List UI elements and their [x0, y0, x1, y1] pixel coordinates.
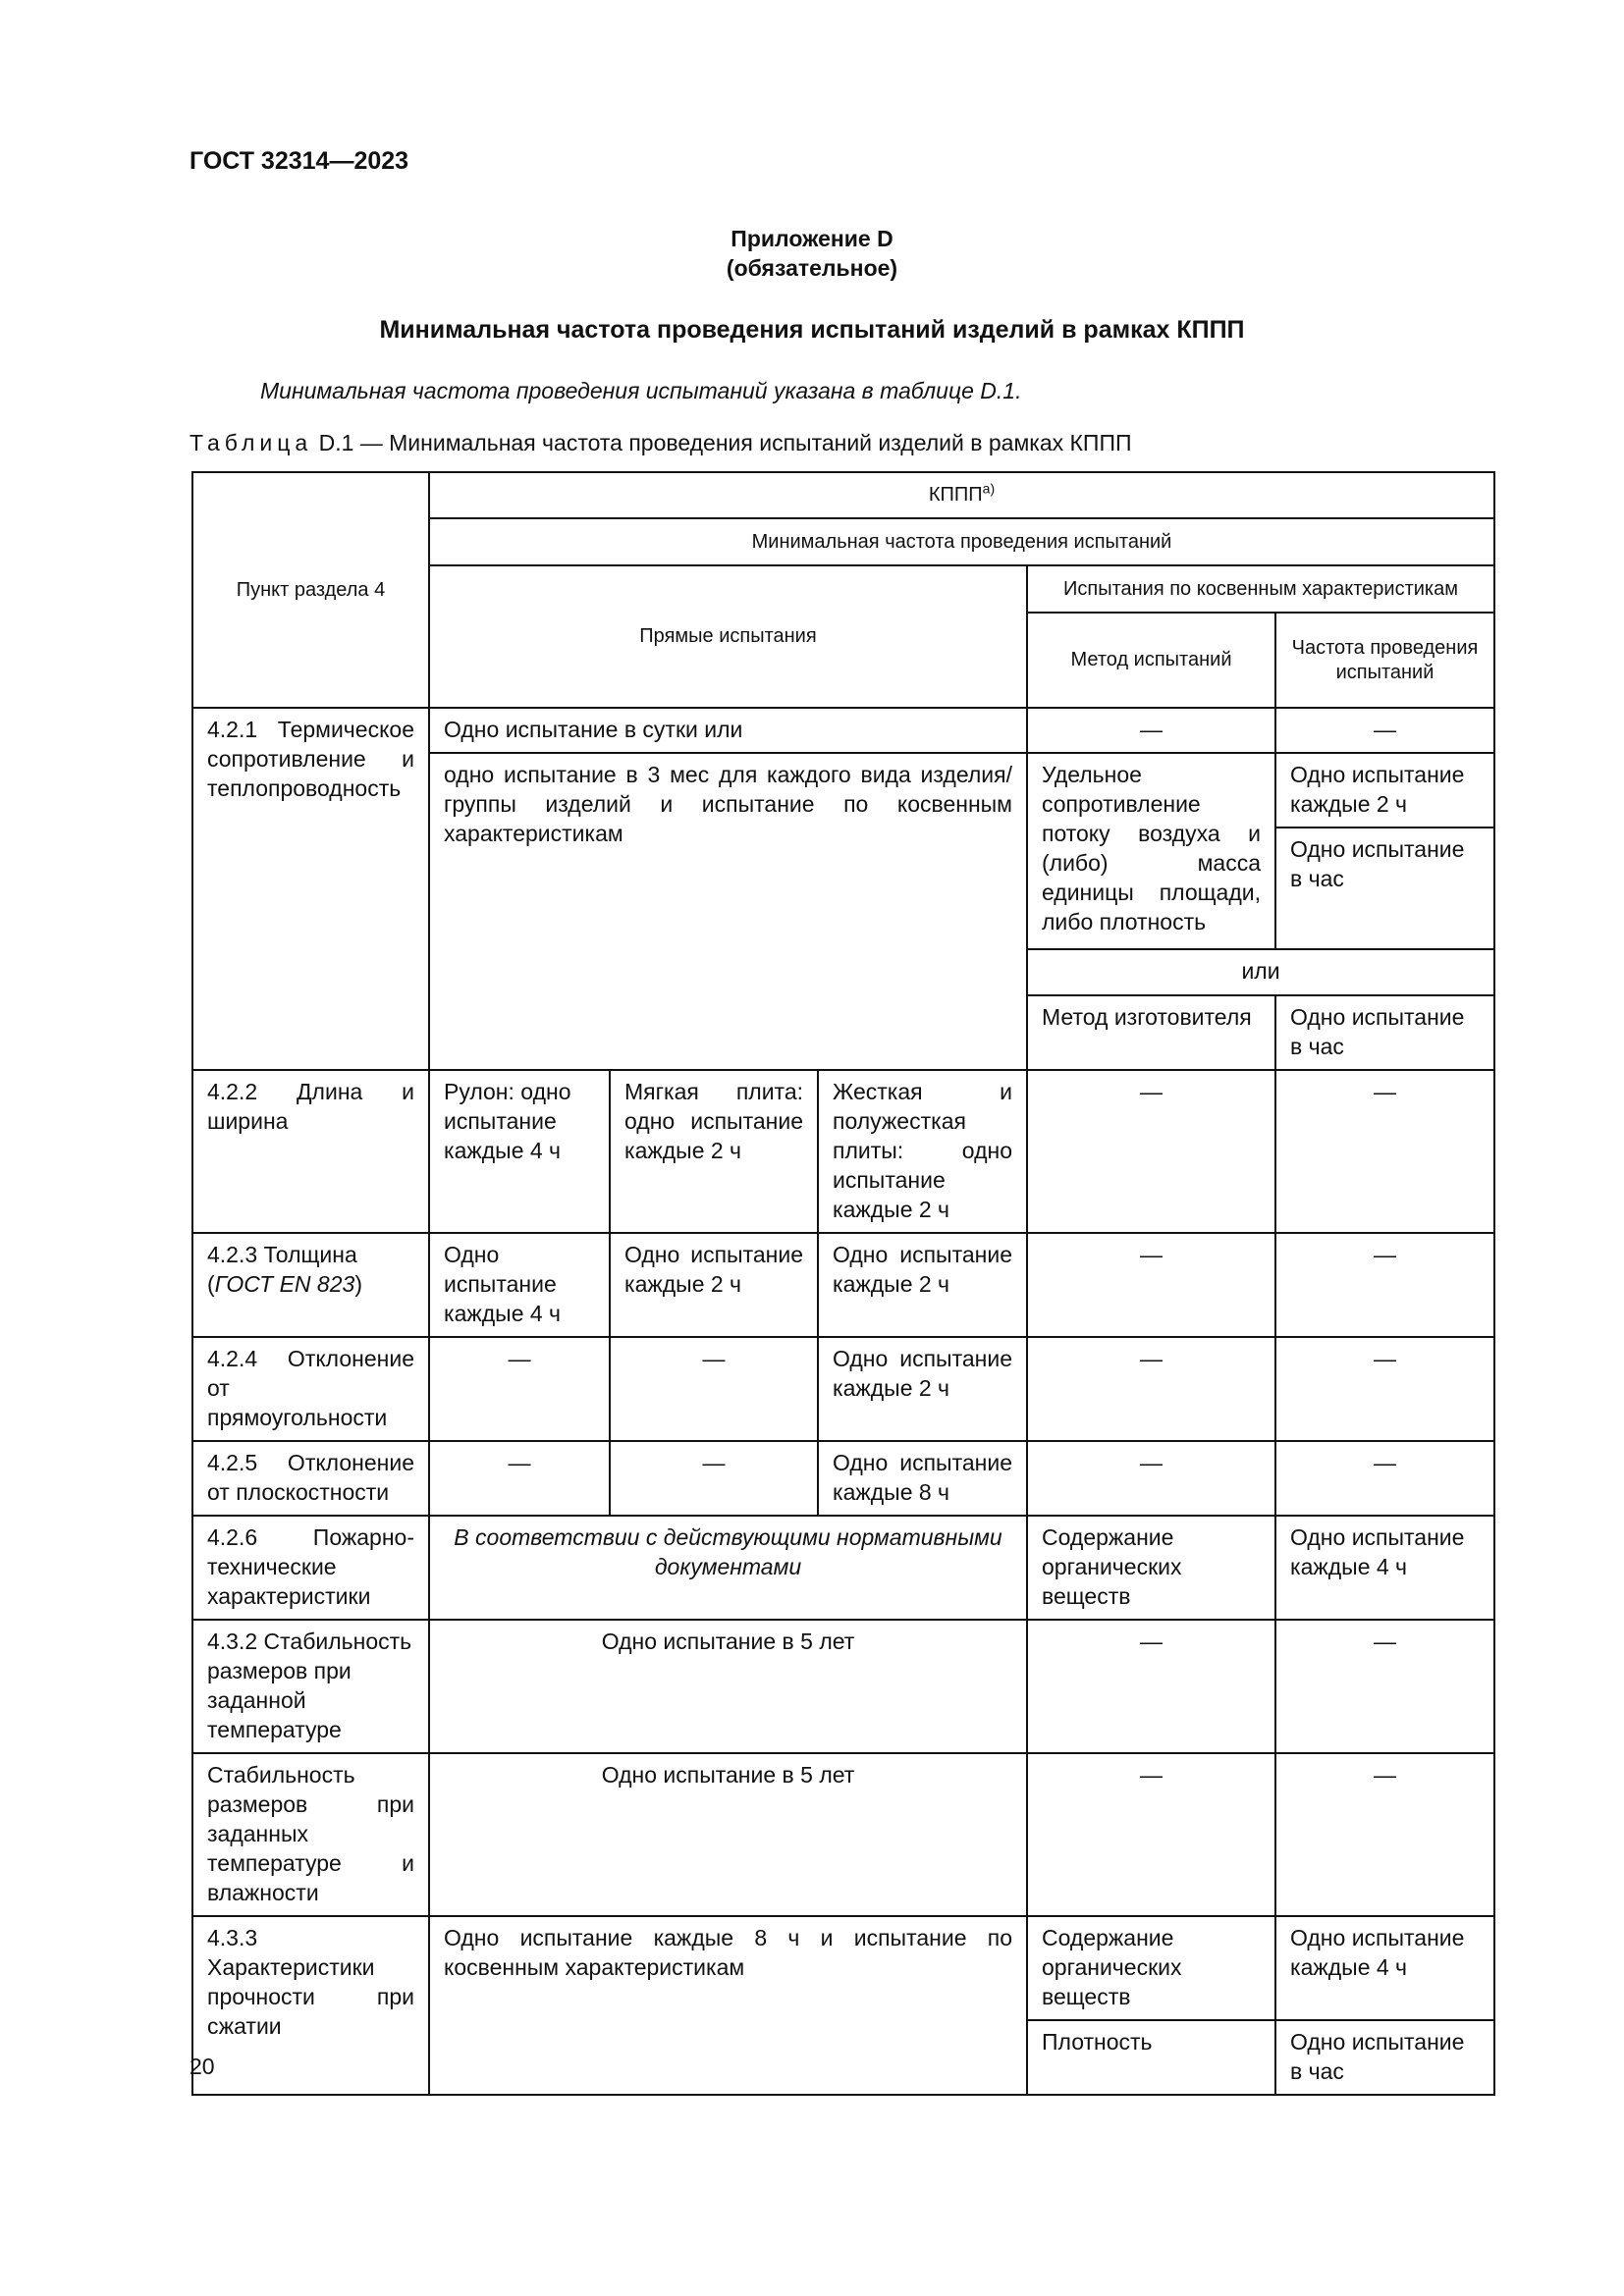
frequency-cell: —	[1275, 1070, 1494, 1233]
header-clause: Пункт раздела 4	[192, 472, 429, 708]
header-kppp-note: а)	[982, 480, 996, 497]
soft-slab-cell: —	[610, 1441, 818, 1516]
clause-cell: 4.2.4 Отклонение от прямоугольности	[192, 1337, 429, 1441]
table-caption-label: Таблица	[189, 430, 313, 455]
direct-cell: Одно испытание в 5 лет	[429, 1753, 1027, 1916]
frequency-cell: —	[1275, 708, 1494, 753]
method-cell: —	[1027, 1233, 1275, 1337]
frequency-cell: —	[1275, 1233, 1494, 1337]
roll-cell: Одно испытание каждые 4 ч	[429, 1233, 610, 1337]
rigid-slab-cell: Жесткая и полужесткая плиты: одно испытание каждые 2 ч	[818, 1070, 1027, 1233]
method-cell: Содержание органических веществ	[1027, 1516, 1275, 1620]
table-row	[192, 1620, 1494, 1753]
method-cell: —	[1027, 1070, 1275, 1233]
page-number: 20	[189, 2054, 215, 2079]
header-indirect-tests: Испытания по косвенным характеристикам	[1027, 565, 1494, 613]
rigid-slab-cell: Одно испытание каждые 2 ч	[818, 1233, 1027, 1337]
frequency-cell: Одно испытание каждые 4 ч	[1275, 1916, 1494, 2020]
intro-text: Минимальная частота проведения испытаний указана в таблице D.1.	[260, 378, 1022, 403]
frequency-cell: Одно испытание в час	[1275, 995, 1494, 1070]
method-cell: —	[1027, 1620, 1275, 1753]
annex-title: Приложение D	[731, 226, 893, 251]
method-cell: Плотность	[1027, 2020, 1275, 2095]
frequency-cell: —	[1275, 1620, 1494, 1753]
method-cell: —	[1027, 708, 1275, 753]
roll-cell: Рулон: одно испытание каждые 4 ч	[429, 1070, 610, 1233]
method-cell: —	[1027, 1753, 1275, 1916]
method-cell: Удельное сопротивление потоку воздуха и (либо) масса единицы площади, либо плотность	[1027, 753, 1275, 949]
clause-cell: 4.2.5 Отклонение от плоскостности	[192, 1441, 429, 1516]
frequency-table	[191, 471, 1495, 2096]
annex-heading	[0, 224, 1624, 283]
clause-cell: Стабильность размеров при заданных температуре и влажности	[192, 1753, 429, 1916]
method-cell: Содержание органических веществ	[1027, 1916, 1275, 2020]
roll-cell: —	[429, 1441, 610, 1516]
table-row	[192, 1441, 1494, 1516]
page-header: ГОСТ 32314—2023	[189, 147, 409, 175]
header-row	[192, 472, 1494, 518]
clause-cell: 4.2.1 Термическое сопротивление и теплопроводность	[192, 708, 429, 1070]
table-row	[192, 1337, 1494, 1441]
direct-cell: Одно испытание в 5 лет	[429, 1620, 1027, 1753]
clause-cell: 4.2.2 Длина и ширина	[192, 1070, 429, 1233]
direct-cell: одно испытание в 3 мес для каждого вида изделия/группы изделий и испытание по косвенным характеристикам	[429, 753, 1027, 1070]
frequency-cell: —	[1275, 1337, 1494, 1441]
table-row	[192, 1516, 1494, 1620]
rigid-slab-cell: Одно испытание каждые 2 ч	[818, 1337, 1027, 1441]
frequency-cell: —	[1275, 1441, 1494, 1516]
frequency-cell: Одно испытание каждые 4 ч	[1275, 1516, 1494, 1620]
table-row	[192, 708, 1494, 753]
table-caption-text: D.1 — Минимальная частота проведения испытаний изделий в рамках КППП	[312, 430, 1132, 455]
soft-slab-cell: Мягкая плита: одно испытание каждые 2 ч	[610, 1070, 818, 1233]
header-method: Метод испытаний	[1027, 613, 1275, 708]
table-caption	[189, 430, 1132, 456]
table-row	[192, 1233, 1494, 1337]
soft-slab-cell: —	[610, 1337, 818, 1441]
frequency-cell: Одно испытание в час	[1275, 2020, 1494, 2095]
clause-cell: 4.3.2 Стабильность размеров при заданной температуре	[192, 1620, 429, 1753]
clause-cell: 4.2.6 Пожарно-технические характеристики	[192, 1516, 429, 1620]
table-row	[192, 1070, 1494, 1233]
clause-cell: 4.3.3 Характеристики прочности при сжатии	[192, 1916, 429, 2095]
method-cell: —	[1027, 1337, 1275, 1441]
direct-cell: В соответствии с действующими нормативными документами	[429, 1516, 1027, 1620]
or-cell: или	[1027, 949, 1494, 995]
header-kppp-label: КППП	[928, 484, 983, 506]
table-row	[192, 1753, 1494, 1916]
clause-text-end: )	[354, 1271, 362, 1297]
frequency-cell: Одно испытание каждые 2 ч	[1275, 753, 1494, 828]
header-direct-tests: Прямые испытания	[429, 565, 1027, 708]
rigid-slab-cell: Одно испытание каждые 8 ч	[818, 1441, 1027, 1516]
clause-text: 4.2.3 Толщина (	[207, 1242, 357, 1297]
frequency-cell: Одно испытание в час	[1275, 828, 1494, 949]
clause-cell	[192, 1233, 429, 1337]
header-min-frequency: Минимальная частота проведения испытаний	[429, 518, 1494, 565]
header-frequency: Частота проведения испытаний	[1275, 613, 1494, 708]
direct-cell: Одно испытание в сутки или	[429, 708, 1027, 753]
standard-reference: ГОСТ EN 823	[214, 1271, 355, 1297]
document-title: Минимальная частота проведения испытаний изделий в рамках КППП	[379, 316, 1245, 344]
direct-cell: Одно испытание каждые 8 ч и испытание по косвенным характеристикам	[429, 1916, 1027, 2095]
method-cell: —	[1027, 1441, 1275, 1516]
roll-cell: —	[429, 1337, 610, 1441]
frequency-cell: —	[1275, 1753, 1494, 1916]
annex-status: (обязательное)	[726, 255, 898, 281]
table-row	[192, 1916, 1494, 2020]
method-cell: Метод изготовителя	[1027, 995, 1275, 1070]
soft-slab-cell: Одно испытание каждые 2 ч	[610, 1233, 818, 1337]
header-kppp	[429, 472, 1494, 518]
